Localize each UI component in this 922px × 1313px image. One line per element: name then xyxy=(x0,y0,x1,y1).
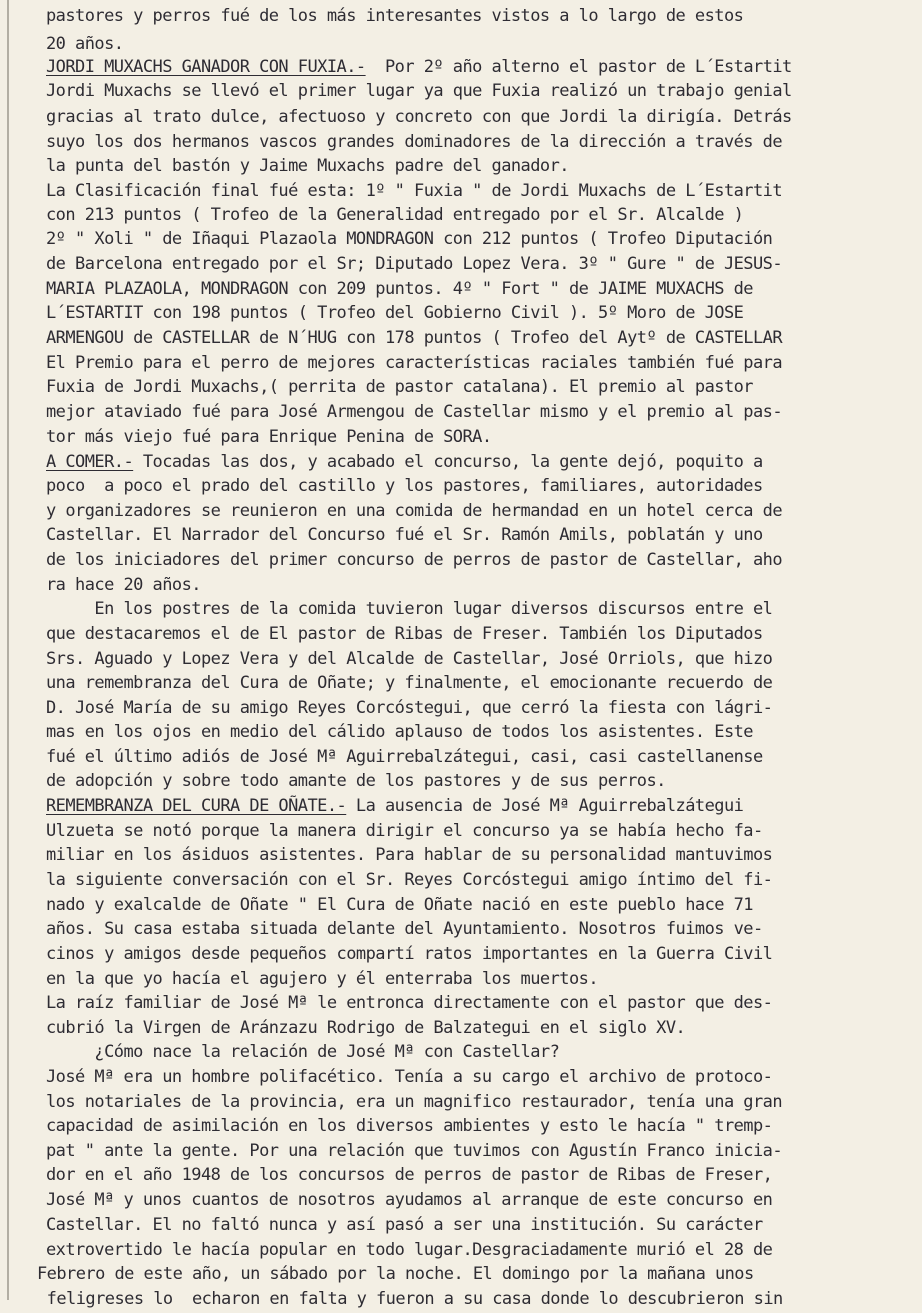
text-line: en la que yo hacía el agujero y él enterraba los muertos. xyxy=(46,969,599,989)
text-line: MARIA PLAZAOLA, MONDRAGON con 209 puntos. 4º " Fort " de JAIME MUXACHS de xyxy=(46,279,753,299)
text-line-tail: Por 2º año alterno el pastor de L´Estartit xyxy=(365,57,792,77)
text-line-tail: La ausencia de José Mª Aguirrebalzátegui xyxy=(346,796,744,816)
text-line: suyo los dos hermanos vascos grandes dominadores de la dirección a través de xyxy=(46,132,783,152)
text-line: José Mª era un hombre polifacético. Tenía a su cargo el archivo de protoco- xyxy=(46,1067,773,1087)
text-line: nado y exalcalde de Oñate " El Cura de Oñate nació en este pueblo hace 71 xyxy=(46,895,753,915)
text-line: poco a poco el prado del castillo y los pastores, familiares, autoridades xyxy=(46,476,763,496)
text-line: Febrero de este año, un sábado por la noche. El domingo por la mañana unos xyxy=(37,1264,754,1284)
text-line: Castellar. El Narrador del Concurso fué el Sr. Ramón Amils, poblatán y uno xyxy=(46,525,763,545)
text-line: extrovertido le hacía popular en todo lugar.Desgraciadamente murió el 28 de xyxy=(46,1240,773,1260)
text-line: y organizadores se reunieron en una comida de hermandad en un hotel cerca de xyxy=(46,501,783,521)
text-line: la siguiente conversación con el Sr. Reyes Corcóstegui amigo íntimo del fi- xyxy=(46,870,773,890)
text-line: gracias al trato dulce, afectuoso y concreto con que Jordi la dirigía. Detrás xyxy=(46,107,792,127)
text-line: capacidad de asimilación en los diversos ambientes y esto le hacía " tremp- xyxy=(46,1116,773,1136)
text-line: La raíz familiar de José Mª le entronca directamente con el pastor que des- xyxy=(46,993,773,1013)
text-line: una remembranza del Cura de Oñate; y finalmente, el emocionante recuerdo de xyxy=(46,673,773,693)
text-line: mejor ataviado fué para José Armengou de Castellar mismo y el premio al pas- xyxy=(46,402,783,422)
text-line: 2º " Xoli " de Iñaqui Plazaola MONDRAGON con 212 puntos ( Trofeo Diputación xyxy=(46,229,773,249)
text-line: años. Su casa estaba situada delante del Ayuntamiento. Nosotros fuimos ve- xyxy=(46,919,763,939)
text-line: de adopción y sobre todo amante de los pastores y de sus perros. xyxy=(46,771,666,791)
text-line: José Mª y unos cuantos de nosotros ayudamos al arranque de este concurso en xyxy=(46,1190,773,1210)
text-line: ¿Cómo nace la relación de José Mª con Castellar? xyxy=(46,1042,560,1062)
text-line: Jordi Muxachs se llevó el primer lugar ya que Fuxia realizó un trabajo genial xyxy=(46,81,792,101)
text-line: Castellar. El no faltó nunca y así pasó a ser una institución. Su carácter xyxy=(46,1215,763,1235)
heading-line-jordi xyxy=(46,54,922,81)
text-line: fué el último adiós de José Mª Aguirrebalzátegui, casi, casi castellanense xyxy=(46,747,763,767)
text-line: miliar en los ásiduos asistentes. Para hablar de su personalidad mantuvimos xyxy=(46,845,773,865)
text-line: cinos y amigos desde pequeños compartí ratos importantes en la Guerra Civil xyxy=(46,944,773,964)
text-line: pat " ante la gente. Por una relación que tuvimos con Agustín Franco inicia- xyxy=(46,1141,783,1161)
text-line: tor más viejo fué para Enrique Penina de SORA. xyxy=(46,427,492,447)
text-line: pastores y perros fué de los más interesantes vistos a lo largo de estos xyxy=(46,6,744,26)
text-line: Fuxia de Jordi Muxachs,( perrita de pastor catalana). El premio al pastor xyxy=(46,377,753,397)
section-heading-jordi: JORDI MUXACHS GANADOR CON FUXIA.- xyxy=(46,57,366,77)
text-line-tail: Tocadas las dos, y acabado el concurso, la gente dejó, poquito a xyxy=(133,452,763,472)
text-line: En los postres de la comida tuvieron lugar diversos discursos entre el xyxy=(46,599,773,619)
text-line: Ulzueta se notó porque la manera dirigir el concurso ya se había hecho fa- xyxy=(46,821,763,841)
section-heading-remembranza: REMEMBRANZA DEL CURA DE OÑATE.- xyxy=(46,796,347,816)
text-line: ra hace 20 años. xyxy=(46,575,201,595)
text-line: 20 años. xyxy=(46,34,124,54)
text-line: ARMENGOU de CASTELLAR de N´HUG con 178 puntos ( Trofeo del Aytº de CASTELLAR xyxy=(46,328,783,348)
heading-line-remembranza xyxy=(46,793,922,820)
text-line: mas en los ojos en medio del cálido aplauso de todos los asistentes. Este xyxy=(46,722,753,742)
margin-rule xyxy=(7,0,9,1300)
text-line: que destacaremos el de El pastor de Ribas de Freser. También los Diputados xyxy=(46,624,763,644)
text-line: los notariales de la provincia, era un magnifico restaurador, tenía una gran xyxy=(46,1092,783,1112)
text-line: cubrió la Virgen de Aránzazu Rodrigo de Balzategui en el siglo XV. xyxy=(46,1018,686,1038)
text-line: feligreses lo echaron en falta y fueron a su casa donde lo descubrieron sin xyxy=(37,1289,783,1309)
text-line: de los iniciadores del primer concurso de perros de pastor de Castellar, aho xyxy=(46,550,783,570)
text-line: de Barcelona entregado por el Sr; Diputado Lopez Vera. 3º " Gure " de JESUS- xyxy=(46,254,783,274)
text-line: dor en el año 1948 de los concursos de perros de pastor de Ribas de Freser, xyxy=(46,1165,773,1185)
text-line: con 213 puntos ( Trofeo de la Generalidad entregado por el Sr. Alcalde ) xyxy=(46,205,744,225)
heading-line-comer xyxy=(46,449,922,476)
text-line: La Clasificación final fué esta: 1º " Fuxia " de Jordi Muxachs de L´Estartit xyxy=(46,181,783,201)
text-line: El Premio para el perro de mejores características raciales también fué para xyxy=(46,353,783,373)
text-line: L´ESTARTIT con 198 puntos ( Trofeo del Gobierno Civil ). 5º Moro de JOSE xyxy=(46,303,744,323)
text-line: la punta del bastón y Jaime Muxachs padre del ganador. xyxy=(46,156,569,176)
section-heading-comer: A COMER.- xyxy=(46,452,134,472)
text-line: Srs. Aguado y Lopez Vera y del Alcalde de Castellar, José Orriols, que hizo xyxy=(46,649,773,669)
text-line: D. José María de su amigo Reyes Corcóstegui, que cerró la fiesta con lágri- xyxy=(46,698,773,718)
